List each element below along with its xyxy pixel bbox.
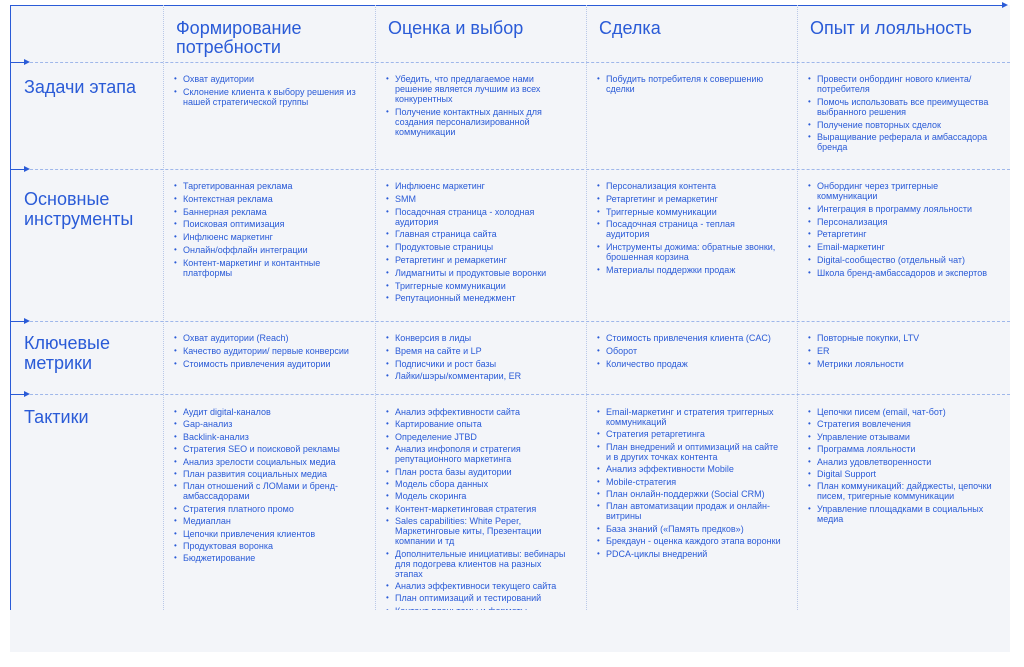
list-item: • Посадочная страница - теплая аудитория xyxy=(597,219,777,239)
row-arrow-icon xyxy=(10,394,26,395)
cell-tasks-need xyxy=(174,74,364,110)
list-item: • Главная страница сайта xyxy=(386,229,571,239)
list-item: • Email-маркетинг xyxy=(808,242,998,252)
cell-tools-evaluation xyxy=(386,181,571,306)
list-item: • Онлайн/оффлайн интеграции xyxy=(174,245,364,255)
list-item: • Интеграция в программу лояльности xyxy=(808,204,998,214)
list-item: • Digital Support xyxy=(808,469,1003,479)
cell-tactics-need xyxy=(174,407,364,566)
list-item: • Инфлюенс маркетинг xyxy=(386,181,571,191)
list-item: • Инфлюенс маркетинг xyxy=(174,232,364,242)
list-item: • Инструменты дожима: обратные звонки, брошенная корзина xyxy=(597,242,777,262)
list-item: • Качество аудитории/ первые конверсии xyxy=(174,346,364,356)
column-header-evaluation: Оценка и выбор xyxy=(388,18,524,38)
list-item: • Цепочки писем (email, чат-бот) xyxy=(808,407,1003,417)
list-item: • Продуктовая воронка xyxy=(174,541,364,551)
list-item: • Email-маркетинг и стратегия триггерных коммуникаций xyxy=(597,407,782,427)
list-item: • Ретаргетинг и ремаркетинг xyxy=(386,255,571,265)
list-item: • Лидмагниты и продуктовые воронки xyxy=(386,268,571,278)
list-item: • Повторные покупки, LTV xyxy=(808,333,998,343)
list-item: • Школа бренд-амбассадоров и экспертов xyxy=(808,268,998,278)
list-item: • Дополнительные инициативы: вебинары для подогрева клиентов на разных этапах xyxy=(386,549,571,579)
list-item: • Посадочная страница - холодная аудитория xyxy=(386,207,571,227)
column-divider xyxy=(163,5,164,610)
list-item: • Онбординг через триггерные коммуникации xyxy=(808,181,998,201)
cell-tactics-loyalty xyxy=(808,407,1003,526)
list-item: • Digital-сообщество (отдельный чат) xyxy=(808,255,998,265)
table-bottom-pad xyxy=(10,610,1010,652)
row-header-tasks: Задачи этапа xyxy=(24,77,137,97)
list-item: • Модель скоринга xyxy=(386,491,571,501)
column-divider xyxy=(375,5,376,610)
cell-tactics-deal xyxy=(597,407,782,561)
row-divider xyxy=(10,62,1010,63)
list-item: • Метрики лояльности xyxy=(808,359,998,369)
cell-metrics-loyalty xyxy=(808,333,998,371)
list-item: • Стратегия платного промо xyxy=(174,504,364,514)
list-item: • Баннерная реклама xyxy=(174,207,364,217)
list-item: • Побудить потребителя к совершению сделки xyxy=(597,74,782,94)
list-item: • Анализ эффективности сайта xyxy=(386,407,571,417)
row-header-metrics: Ключевые метрики xyxy=(24,333,110,373)
list-item: • Помочь использовать все преимущества выбранного решения xyxy=(808,97,998,117)
list-item: • Выращивание реферала и амбассадора бренда xyxy=(808,132,998,152)
list-item: • Ретаргетинг и ремаркетинг xyxy=(597,194,777,204)
list-item: • Конверсия в лиды xyxy=(386,333,571,343)
list-item: • Анализ зрелости социальных медиа xyxy=(174,457,364,467)
cell-metrics-deal xyxy=(597,333,782,371)
column-header-loyalty: Опыт и лояльность xyxy=(810,18,972,38)
list-item: • Ретаргетинг xyxy=(808,229,998,239)
list-item: • Стратегия SEO и поисковой рекламы xyxy=(174,444,364,454)
list-item: • Gap-анализ xyxy=(174,419,364,429)
list-item: • Анализ удовлетворенности xyxy=(808,457,1003,467)
list-item: • Управление площадками в социальных медиа xyxy=(808,504,1003,524)
column-header-deal: Сделка xyxy=(599,18,661,38)
list-item: • Backlink-анализ xyxy=(174,432,364,442)
row-arrow-icon xyxy=(10,321,26,322)
list-item: • Репутационный менеджмент xyxy=(386,293,571,303)
list-item: • План автоматизации продаж и онлайн-витрины xyxy=(597,501,782,521)
list-item: • Продуктовые страницы xyxy=(386,242,571,252)
cell-tactics-evaluation xyxy=(386,407,571,630)
column-divider xyxy=(586,5,587,610)
list-item: • Sales capabilities: White Peper, Маркетинговые киты, Презентации компании и тд xyxy=(386,516,571,546)
list-item: • Оборот xyxy=(597,346,782,356)
list-item: • Контент-маркетинг и контантные платформы xyxy=(174,258,364,278)
list-item: • Анализ инфополя и стратегия репутационного маркетинга xyxy=(386,444,571,464)
cell-tasks-evaluation xyxy=(386,74,571,140)
list-item: • SMM xyxy=(386,194,571,204)
cell-tools-need xyxy=(174,181,364,281)
list-item: • Картирование опыта xyxy=(386,419,571,429)
row-divider xyxy=(10,169,1010,170)
cell-tools-deal xyxy=(597,181,777,278)
list-item: • Количество продаж xyxy=(597,359,782,369)
list-item: • Контекстная реклама xyxy=(174,194,364,204)
list-item: • Программа лояльности xyxy=(808,444,1003,454)
list-item: • Контент-маркетинговая стратегия xyxy=(386,504,571,514)
list-item: • Лайки/шэры/комментарии, ER xyxy=(386,371,571,381)
row-header-tactics: Тактики xyxy=(24,407,89,427)
list-item: • Анализ эффективноси текущего сайта xyxy=(386,581,571,591)
list-item: • ER xyxy=(808,346,998,356)
list-item: • Таргетированная реклама xyxy=(174,181,364,191)
list-item: • План коммуникаций: дайджесты, цепочки писем, тригерные коммуникации xyxy=(808,481,1003,501)
list-item: • План внедрений и оптимизаций на сайте и в других точках контента xyxy=(597,442,782,462)
list-item: • План оптимизаций и тестирований xyxy=(386,593,571,603)
list-item: • Материалы поддержки продаж xyxy=(597,265,777,275)
left-axis-line xyxy=(10,5,11,610)
cell-metrics-need xyxy=(174,333,364,371)
cjm-table xyxy=(10,5,1010,610)
list-item: • Провести онбординг нового клиента/ потребителя xyxy=(808,74,998,94)
list-item: • Время на сайте и LP xyxy=(386,346,571,356)
cell-tasks-deal xyxy=(597,74,782,97)
list-item: • Склонение клиента к выбору решения из нашей стратегической группы xyxy=(174,87,364,107)
list-item: • Персонализация контента xyxy=(597,181,777,191)
list-item: • План отношений с ЛОМами и бренд-амбассадорами xyxy=(174,481,364,501)
list-item: • Цепочки привлечения клиентов xyxy=(174,529,364,539)
cell-metrics-evaluation xyxy=(386,333,571,384)
row-divider xyxy=(10,394,1010,395)
cell-tools-loyalty xyxy=(808,181,998,281)
list-item: • Триггерные коммуникации xyxy=(597,207,777,217)
list-item: • Модель сбора данных xyxy=(386,479,571,489)
list-item: • Определение JTBD xyxy=(386,432,571,442)
row-arrow-icon xyxy=(10,62,26,63)
list-item: • База знаний («Память предков») xyxy=(597,524,782,534)
list-item: • Получение контактных данных для создания персонализированной коммуникации xyxy=(386,107,571,137)
list-item: • Анализ эффективности Mobile xyxy=(597,464,782,474)
list-item: • Персонализация xyxy=(808,217,998,227)
list-item: • Аудит digital-каналов xyxy=(174,407,364,417)
list-item: • План онлайн-поддержки (Social CRM) xyxy=(597,489,782,499)
list-item: • Подписчики и рост базы xyxy=(386,359,571,369)
list-item: • План развития социальных медиа xyxy=(174,469,364,479)
list-item: • Стоимость привлечения аудитории xyxy=(174,359,364,369)
cell-tasks-loyalty xyxy=(808,74,998,155)
row-arrow-icon xyxy=(10,169,26,170)
list-item: • Получение повторных сделок xyxy=(808,120,998,130)
list-item: • Управление отзывами xyxy=(808,432,1003,442)
list-item: • Убедить, что предлагаемое нами решение является лучшим из всех конкурентных xyxy=(386,74,571,104)
list-item: • План роста базы аудитории xyxy=(386,467,571,477)
list-item: • Поисковая оптимизация xyxy=(174,219,364,229)
list-item: • Охват аудитории (Reach) xyxy=(174,333,364,343)
row-header-tools: Основные инструменты xyxy=(24,189,134,229)
list-item: • Медиаплан xyxy=(174,516,364,526)
list-item: • Стоимость привлечения клиента (CAC) xyxy=(597,333,782,343)
column-divider xyxy=(797,5,798,610)
list-item: • Mobile-стратегия xyxy=(597,477,782,487)
list-item: • Стратегия вовлечения xyxy=(808,419,1003,429)
top-arrow-line xyxy=(10,5,1006,6)
list-item: • Стратегия ретаргетинга xyxy=(597,429,782,439)
list-item: • Триггерные коммуникации xyxy=(386,281,571,291)
row-divider xyxy=(10,321,1010,322)
list-item: • Брекдаун - оценка каждого этапа воронки xyxy=(597,536,782,546)
list-item: • PDCA-циклы внедрений xyxy=(597,549,782,559)
column-header-need: Формирование потребности xyxy=(176,18,302,57)
list-item: • Охват аудитории xyxy=(174,74,364,84)
list-item: • Бюджетирование xyxy=(174,553,364,563)
